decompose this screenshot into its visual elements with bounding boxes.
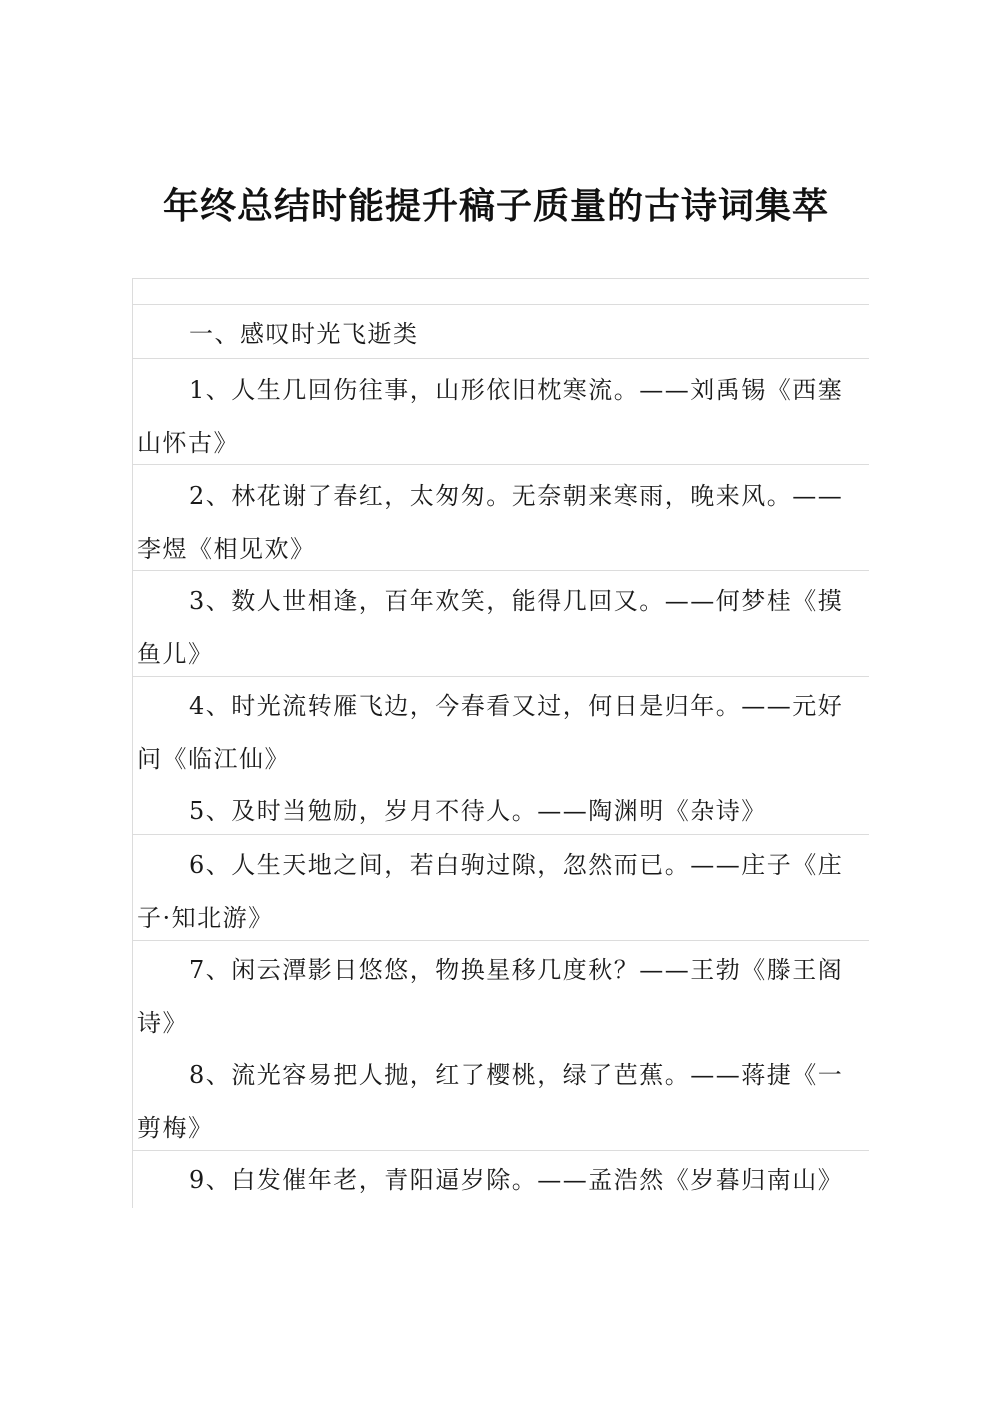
divider <box>133 570 869 571</box>
poem-line: 6、人生天地之间，若白驹过隙，忽然而已。——庄子《庄 <box>189 851 844 879</box>
poem-item <box>137 1154 869 1207</box>
document-body <box>132 278 869 1208</box>
divider <box>133 1150 869 1151</box>
poem-item <box>137 1049 869 1155</box>
poem-item <box>137 680 869 786</box>
divider <box>133 940 869 941</box>
poem-line: 问《临江仙》 <box>137 745 290 773</box>
poem-item <box>137 575 869 681</box>
poem-line: 1、人生几回伤往事，山形依旧枕寒流。——刘禹锡《西塞 <box>189 376 844 404</box>
poem-line: 李煜《相见欢》 <box>137 535 316 563</box>
poem-item <box>137 364 869 470</box>
poem-line: 诗》 <box>137 1009 188 1037</box>
section-heading: 一、感叹时光飞逝类 <box>189 320 419 348</box>
poem-line: 剪梅》 <box>137 1114 214 1142</box>
poem-line: 8、流光容易把人抛，红了樱桃，绿了芭蕉。——蒋捷《一 <box>189 1061 844 1089</box>
divider <box>133 834 869 835</box>
poem-line: 5、及时当勉励，岁月不待人。——陶渊明《杂诗》 <box>189 797 767 825</box>
poem-item <box>137 944 869 1050</box>
poem-line: 3、数人世相逢，百年欢笑，能得几回又。——何梦桂《摸 <box>189 587 844 615</box>
divider <box>133 304 869 305</box>
poem-item <box>137 785 869 838</box>
poem-line: 4、时光流转雁飞边，今春看又过，何日是归年。——元好 <box>189 692 844 720</box>
divider <box>133 464 869 465</box>
divider <box>133 358 869 359</box>
poem-line: 山怀古》 <box>137 429 239 457</box>
poem-item <box>137 839 869 945</box>
poem-line: 鱼儿》 <box>137 640 214 668</box>
divider <box>133 278 869 279</box>
divider <box>133 676 869 677</box>
poem-line: 7、闲云潭影日悠悠，物换星移几度秋？——王勃《滕王阁 <box>189 956 844 984</box>
document-title: 年终总结时能提升稿子质量的古诗词集萃 <box>162 186 829 227</box>
poem-line: 2、林花谢了春红，太匆匆。无奈朝来寒雨，晚来风。—— <box>189 482 844 510</box>
poem-line: 子·知北游》 <box>137 904 274 932</box>
poem-line: 9、白发催年老，青阳逼岁除。——孟浩然《岁暮归南山》 <box>189 1166 844 1194</box>
poem-item <box>137 470 869 576</box>
